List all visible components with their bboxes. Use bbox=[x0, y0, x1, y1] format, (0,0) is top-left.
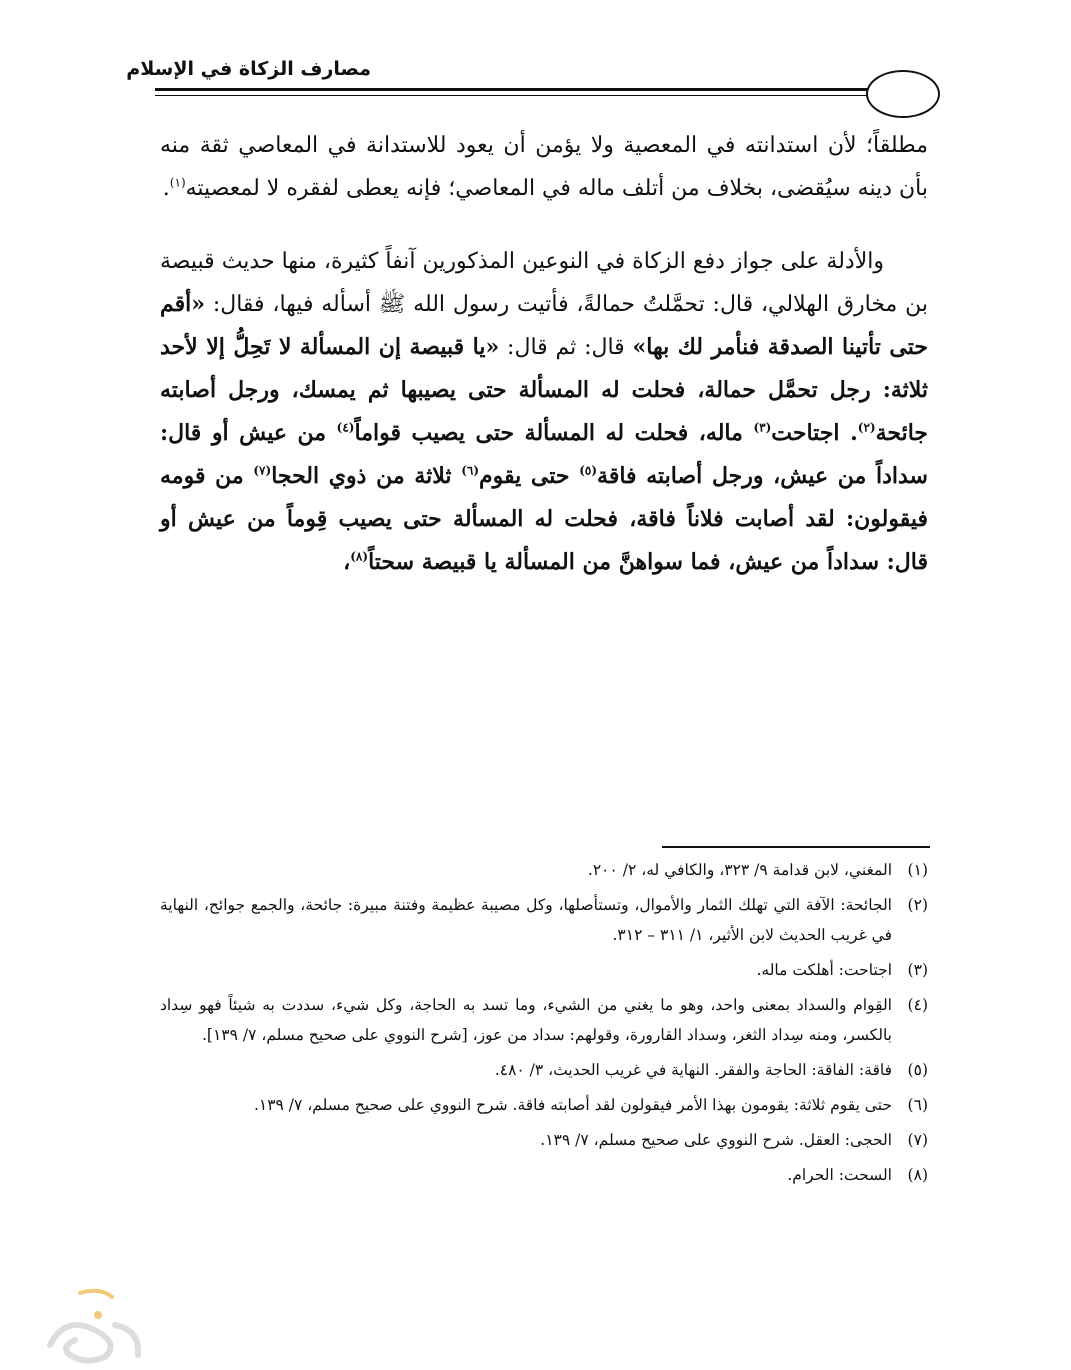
footnote-text: السحت: الحرام. bbox=[787, 1166, 892, 1184]
footnote-ref-5[interactable]: (٥) bbox=[579, 463, 598, 478]
footnotes bbox=[160, 855, 928, 1195]
footnote-number: (٣) bbox=[907, 961, 928, 979]
paragraph-1 bbox=[160, 124, 928, 210]
footnote-ref-6[interactable]: (٦) bbox=[461, 463, 480, 478]
footnote-number: (٨) bbox=[907, 1166, 928, 1184]
paragraph-2-connector: قال: ثم قال: bbox=[499, 335, 633, 360]
footnote-number: (٥) bbox=[907, 1061, 928, 1079]
header-rule-thin bbox=[155, 95, 870, 96]
footnote-ref-8[interactable]: (٨) bbox=[350, 549, 369, 564]
footnote-number: (٧) bbox=[907, 1131, 928, 1149]
hadith-part-3: ماله، فحلت له المسألة حتى يصيب قواماً bbox=[354, 420, 754, 446]
footnote-5 bbox=[160, 1055, 928, 1085]
paragraph-2 bbox=[160, 240, 928, 584]
hadith-part-8: ، bbox=[343, 549, 351, 575]
hadith-part-7: من قومه فيقولون: لقد أصابت فلاناً فاقة، فحلت له المسألة حتى يصيب قِوماً من عيش أو قال: سداداً من عيش، فما سواهنَّ من المسألة يا قبيصة سحتاً bbox=[160, 463, 928, 575]
paragraph-2-intro: والأدلة على جواز دفع الزكاة في النوعين المذكورين آنفاً كثيرة، منها حديث قبيصة بن مخارق الهلالي، قال: تحمَّلتُ حمالةً، فأتيت رسول الله ﷺ أسأله فيها، فقال: bbox=[160, 249, 928, 317]
footnote-ref-3[interactable]: (٣) bbox=[753, 420, 772, 435]
footnote-separator bbox=[662, 846, 930, 848]
footnote-2 bbox=[160, 890, 928, 950]
footnote-8 bbox=[160, 1160, 928, 1190]
header-rule-thick bbox=[155, 88, 870, 91]
footnote-ref-1[interactable]: (١) bbox=[169, 175, 186, 190]
footnote-text: فاقة: الفاقة: الحاجة والفقر. النهاية في غريب الحديث، ٣/ ٤٨٠. bbox=[494, 1061, 892, 1079]
footnote-number: (٦) bbox=[907, 1096, 928, 1114]
footnote-text: المغني، لابن قدامة ٩/ ٣٢٣، والكافي له، ٢/ ٢٠٠. bbox=[587, 861, 892, 879]
header-title: مصارف الزكاة في الإسلام bbox=[126, 58, 371, 80]
footnote-3 bbox=[160, 955, 928, 985]
watermark-logo-icon bbox=[20, 1285, 160, 1365]
footnote-text: الحجى: العقل. شرح النووي على صحيح مسلم، ٧/ ١٣٩. bbox=[540, 1131, 892, 1149]
footnote-text: اجتاحت: أهلكت ماله. bbox=[756, 961, 892, 979]
hadith-part-4: من عيش أو قال: سداداً من عيش، ورجل أصابته فاقة bbox=[160, 420, 928, 489]
footnote-ref-2[interactable]: (٢) bbox=[857, 420, 876, 435]
paragraph-1-text: مطلقاً؛ لأن استدانته في المعصية ولا يؤمن أن يعود للاستدانة في المعاصي ثقة منه بأن دينه سيُقضى، بخلاف من أتلف ماله في المعاصي؛ فإنه يعطى لفقره لا لمعصيته bbox=[160, 133, 928, 201]
footnote-1 bbox=[160, 855, 928, 885]
hadith-part-5: حتى يقوم bbox=[479, 463, 580, 489]
footnote-ref-4[interactable]: (٤) bbox=[336, 420, 355, 435]
hadith-quote-1: «أقم حتى تأتينا الصدقة فنأمر لك بها» bbox=[160, 291, 928, 360]
page-number bbox=[866, 70, 940, 118]
footnote-text: الجائحة: الآفة التي تهلك الثمار والأموال، وتستأصلها، وكل مصيبة عظيمة وفتنة مبيرة: جائحة، والجمع جوائح، النهاية في غريب الحديث لابن الأثير، ١/ ٣١١ – ٣١٢. bbox=[160, 896, 892, 944]
footnote-4 bbox=[160, 990, 928, 1050]
footnote-text: القِوام والسداد بمعنى واحد، وهو ما يغني من الشيء، وما تسد به الحاجة، وكل شيء، سددت به شيئاً فهو سِداد بالكسر، ومنه سِداد الثغر، وسداد القارورة، وقولهم: سداد من عوز، [شرح النووي على صحيح مسلم، ٧/ ١٣٩]. bbox=[160, 996, 892, 1044]
hadith-part-1: «يا قبيصة إن المسألة لا تَحِلُّ إلا لأحد ثلاثة: رجل تحمَّل حمالة، فحلت له المسألة حتى يصيبها ثم يمسك، ورجل أصابته جائحة bbox=[160, 334, 929, 446]
footnote-text: حتى يقوم ثلاثة: يقومون بهذا الأمر فيقولون لقد أصابته فاقة. شرح النووي على صحيح مسلم، ٧/ ١٣٩. bbox=[253, 1096, 892, 1114]
footnote-ref-7[interactable]: (٧) bbox=[253, 463, 272, 478]
paragraph-1-end: . bbox=[162, 176, 170, 201]
main-text bbox=[160, 124, 928, 584]
footnote-number: (٢) bbox=[907, 896, 928, 914]
footnote-number: (٤) bbox=[907, 996, 928, 1014]
footnote-7 bbox=[160, 1125, 928, 1155]
hadith-quote-2 bbox=[160, 334, 928, 575]
footnote-number: (١) bbox=[907, 861, 928, 879]
hadith-part-6: ثلاثة من ذوي الحجا bbox=[271, 463, 462, 489]
hadith-part-2: . اجتاحت bbox=[771, 420, 858, 446]
footnote-6 bbox=[160, 1090, 928, 1120]
